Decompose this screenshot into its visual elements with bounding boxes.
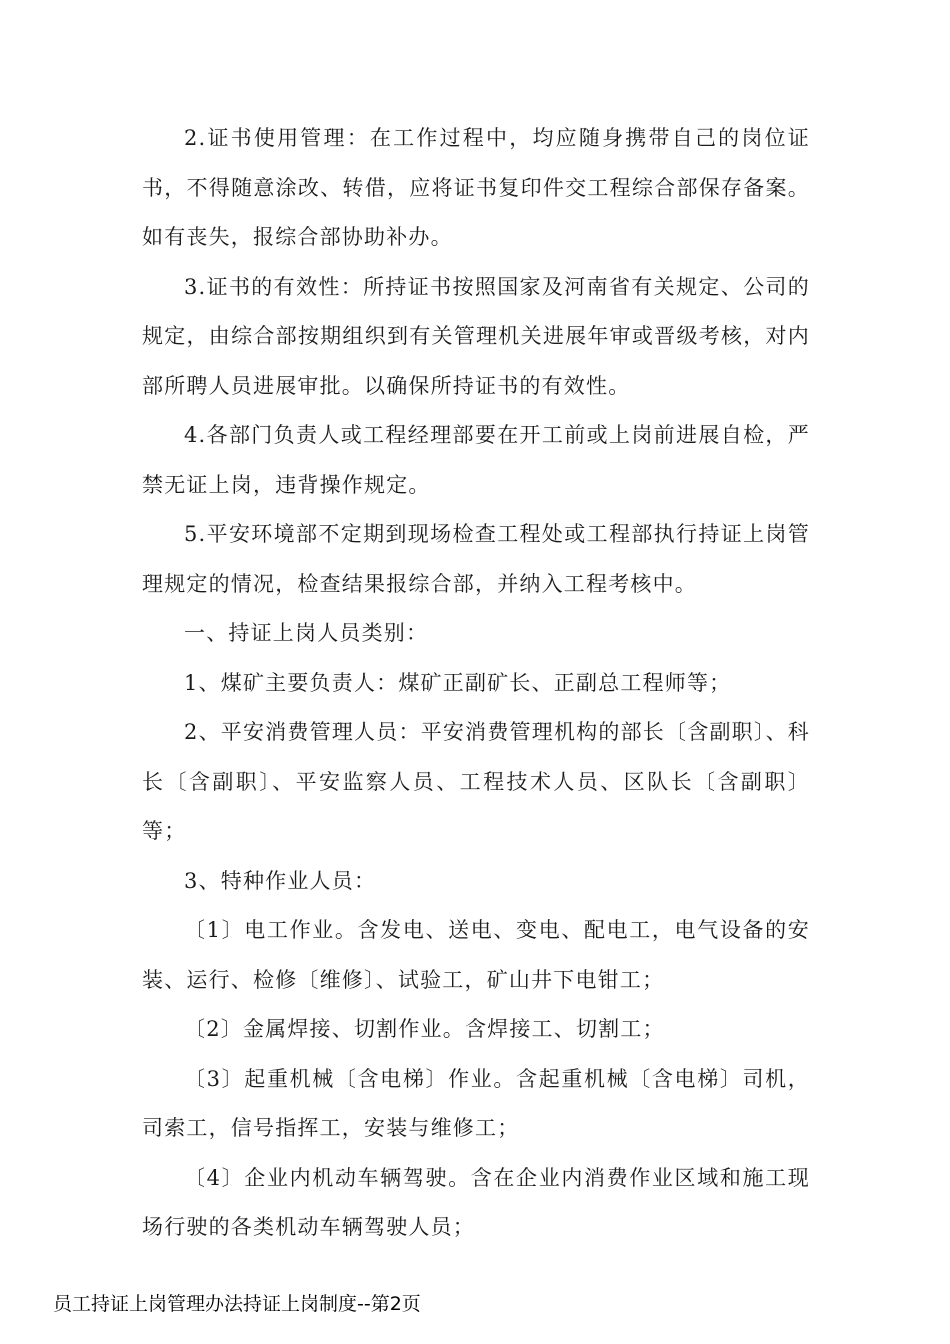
list-item-safety-managers: 2、平安消费管理人员：平安消费管理机构的部长〔含副职〕、科长〔含副职〕、平安监察人员、工程技术人员、区队长〔含副职〕等； — [142, 720, 810, 843]
paragraph-certificate-validity: 3.证书的有效性：所持证书按照国家及河南省有关规定、公司的规定，由综合部按期组织到有关管理机关进展年审或晋级考核，对内部所聘人员进展审批。以确保所持证书的有效性。 — [142, 274, 810, 398]
paragraph-self-inspection: 4.各部门负责人或工程经理部要在开工前或上岗前进展自检，严禁无证上岗，违背操作规定。 — [142, 423, 810, 497]
sub-item-welding-cutting: 〔2〕金属焊接、切割作业。含焊接工、切割工； — [184, 1017, 665, 1041]
page-footer: 员工持证上岗管理办法持证上岗制度--第2页 — [53, 1293, 421, 1315]
document-body — [142, 114, 810, 1253]
list-item-mine-leaders: 1、煤矿主要负责人：煤矿正副矿长、正副总工程师等； — [184, 670, 732, 695]
sub-item-vehicle-driving: 〔4〕企业内机动车辆驾驶。含在企业内消费作业区域和施工现场行驶的各类机动车辆驾驶人员； — [142, 1165, 810, 1239]
sub-item-lifting-machinery: 〔3〕起重机械〔含电梯〕作业。含起重机械〔含电梯〕司机，司索工，信号指挥工，安装与维修工； — [142, 1066, 810, 1140]
sub-item-electrical-work: 〔1〕电工作业。含发电、送电、变电、配电工，电气设备的安装、运行、检修〔维修〕、试验工，矿山井下电钳工； — [142, 918, 810, 992]
list-item-special-operators: 3、特种作业人员： — [184, 868, 377, 893]
paragraph-certificate-usage: 2.证书使用管理：在工作过程中，均应随身携带自己的岗位证书，不得随意涂改、转借，应将证书复印件交工程综合部保存备案。如有丧失，报综合部协助补办。 — [142, 126, 810, 249]
section-heading-personnel-categories: 一、持证上岗人员类别： — [184, 621, 429, 645]
paragraph-safety-inspection: 5.平安环境部不定期到现场检查工程处或工程部执行持证上岗管理规定的情况，检查结果报综合部，并纳入工程考核中。 — [142, 522, 810, 596]
